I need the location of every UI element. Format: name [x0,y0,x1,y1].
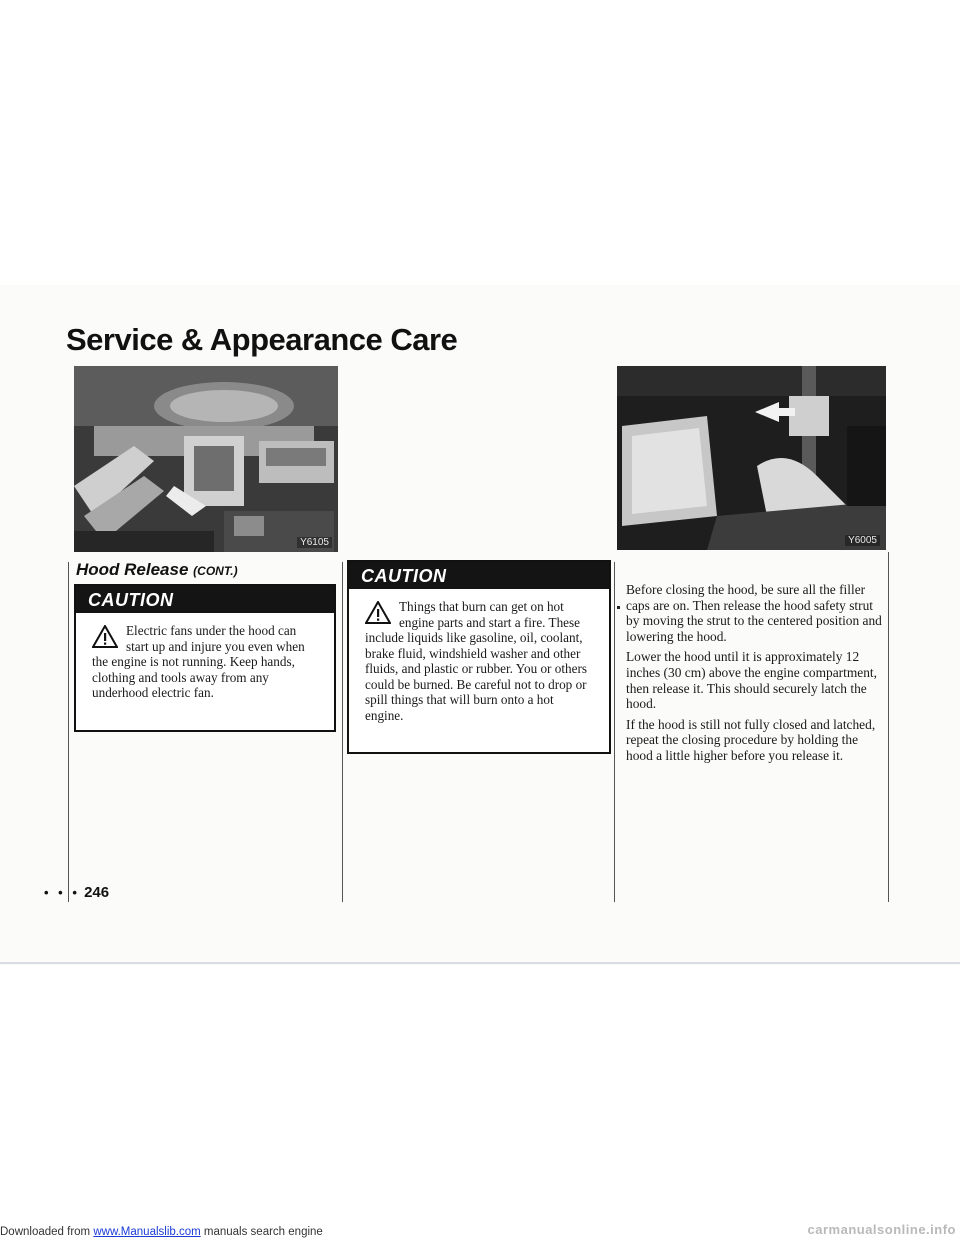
caution-body: Electric fans under the hood can start up and injure you even when the engine is not running. Keep hands, clothing and tools away from any underhood electric fan. [92,623,305,700]
download-footer [0,1226,323,1238]
photo-code-left: Y6105 [297,537,332,548]
caution-text [76,613,334,701]
caution-text [349,589,609,723]
caution-body: Things that burn can get on hot engine parts and start a fire. These include liquids like gasoline, oil, coolant, brake fluid, windshield washer and other fluids, and plastic or rubber. You or others could be burned. Be careful not to drop or spill things that will burn onto a hot engine. [365,599,587,723]
engine-photo-illustration [74,366,338,552]
column-rule-4 [888,552,889,902]
footer-suffix: manuals search engine [200,1226,323,1238]
strut-photo-illustration [617,366,886,550]
caution-label: CAUTION [76,586,334,613]
page-number [44,884,109,901]
photo-code-right: Y6005 [845,535,880,546]
section-heading-cont: (CONT.) [193,564,238,578]
paragraph: Before closing the hood, be sure all the filler caps are on. Then release the hood safety strut by moving the strut to the centered position and lowering the hood. [626,582,882,644]
paragraph: If the hood is still not fully closed and latched, repeat the closing procedure by holding the hood a little higher before you release it. [626,716,876,763]
warning-triangle-icon [92,625,118,648]
caution-label: CAUTION [349,562,609,589]
engine-compartment-photo [74,366,338,552]
caution-box-fire [347,560,611,754]
section-heading [76,560,238,580]
page-number-dots: • • • [44,885,80,900]
page-divider [0,962,960,964]
margin-mark [617,606,620,609]
column-rule-2 [342,562,343,902]
warning-triangle-icon [365,601,391,624]
caution-box-fans [74,584,336,732]
footer-prefix: Downloaded from [0,1226,94,1238]
paragraph: Lower the hood until it is approximately 12 inches (30 cm) above the engine compartment, then release it. This should securely latch the hood. [626,649,877,712]
manualslib-link[interactable]: www.Manualslib.com [93,1226,201,1238]
section-heading-text: Hood Release [76,560,189,579]
body-text-column [626,582,882,769]
site-watermark: carmanualsonline.info [807,1222,956,1237]
column-rule-3 [614,562,615,902]
page-number-value: 246 [84,884,110,901]
column-rule-1 [68,562,69,902]
hood-strut-photo [617,366,886,550]
page-title: Service & Appearance Care [66,322,458,357]
